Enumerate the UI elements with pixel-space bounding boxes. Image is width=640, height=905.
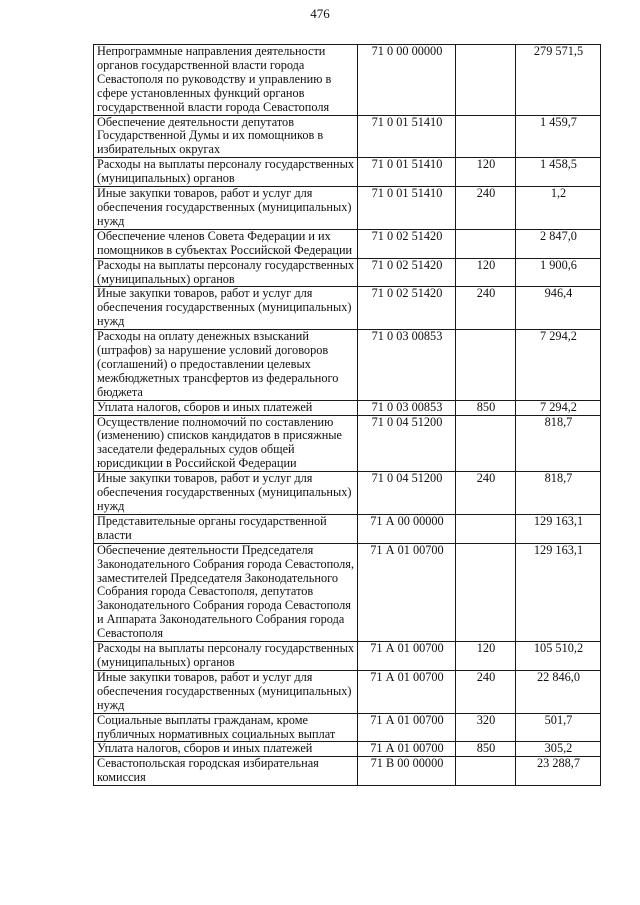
row-expense-type-cell [456,543,516,641]
row-code-cell: 71 А 01 00700 [358,742,456,757]
row-expense-type-cell: 240 [456,287,516,330]
row-expense-type-cell: 240 [456,187,516,230]
row-code-cell: 71 А 01 00700 [358,713,456,742]
row-expense-type-cell: 120 [456,642,516,671]
row-code-cell: 71 0 03 00853 [358,400,456,415]
table-row [94,158,601,187]
row-sum-cell: 23 288,7 [516,757,601,786]
table-row [94,287,601,330]
table-row [94,229,601,258]
row-code-cell: 71 0 02 51420 [358,287,456,330]
row-name-cell: Иные закупки товаров, работ и услуг для обеспечения государственных (муниципальных) нужд [94,187,358,230]
row-code-cell: 71 0 01 51410 [358,115,456,158]
table-row [94,115,601,158]
row-code-cell: 71 0 01 51410 [358,187,456,230]
row-name-cell: Непрограммные направления деятельности органов государственной власти города Севастополя по руководству и управлению в сфере установленных функций органов государственной власти города Севастополя [94,45,358,116]
row-name-cell: Обеспечение членов Совета Федерации и их помощников в субъектах Российской Федерации [94,229,358,258]
row-sum-cell: 22 846,0 [516,670,601,713]
row-code-cell: 71 В 00 00000 [358,757,456,786]
row-name-cell: Расходы на выплаты персоналу государственных (муниципальных) органов [94,158,358,187]
row-name-cell: Осуществление полномочий по составлению (изменению) списков кандидатов в присяжные заседатели федеральных судов общей юрисдикции в Российской Федерации [94,415,358,472]
row-code-cell: 71 0 02 51420 [358,258,456,287]
row-code-cell: 71 0 00 00000 [358,45,456,116]
row-expense-type-cell: 240 [456,472,516,515]
row-expense-type-cell [456,330,516,401]
row-name-cell: Социальные выплаты гражданам, кроме публичных нормативных социальных выплат [94,713,358,742]
row-expense-type-cell: 850 [456,742,516,757]
row-sum-cell: 1 900,6 [516,258,601,287]
row-expense-type-cell [456,115,516,158]
row-code-cell: 71 А 01 00700 [358,543,456,641]
row-code-cell: 71 А 01 00700 [358,670,456,713]
row-code-cell: 71 0 03 00853 [358,330,456,401]
row-name-cell: Расходы на выплаты персоналу государственных (муниципальных) органов [94,258,358,287]
row-code-cell: 71 0 02 51420 [358,229,456,258]
row-sum-cell: 1 459,7 [516,115,601,158]
row-name-cell: Расходы на выплаты персоналу государственных (муниципальных) органов [94,642,358,671]
row-expense-type-cell: 120 [456,258,516,287]
row-sum-cell: 105 510,2 [516,642,601,671]
page-number: 476 [310,6,330,21]
row-expense-type-cell [456,415,516,472]
row-name-cell: Расходы на оплату денежных взысканий (штрафов) за нарушение условий договоров (соглашений) о предоставлении целевых межбюджетных трансфертов из федерального бюджета [94,330,358,401]
row-expense-type-cell [456,757,516,786]
row-code-cell: 71 А 00 00000 [358,514,456,543]
row-code-cell: 71 0 04 51200 [358,415,456,472]
row-expense-type-cell: 850 [456,400,516,415]
row-code-cell: 71 А 01 00700 [358,642,456,671]
row-name-cell: Представительные органы государственной власти [94,514,358,543]
row-sum-cell: 818,7 [516,472,601,515]
row-sum-cell: 279 571,5 [516,45,601,116]
row-name-cell: Иные закупки товаров, работ и услуг для обеспечения государственных (муниципальных) нужд [94,287,358,330]
table-row [94,330,601,401]
row-sum-cell: 1 458,5 [516,158,601,187]
row-expense-type-cell [456,45,516,116]
row-expense-type-cell: 240 [456,670,516,713]
row-sum-cell: 946,4 [516,287,601,330]
table-row [94,400,601,415]
row-sum-cell: 7 294,2 [516,330,601,401]
row-expense-type-cell: 320 [456,713,516,742]
row-name-cell: Уплата налогов, сборов и иных платежей [94,742,358,757]
row-name-cell: Обеспечение деятельности Председателя Законодательного Собрания города Севастополя, заместителей Председателя Законодательного Собрания города Севастополя, депутатов Законодательного Собрания города Севастополя и Аппарата Законодательного Собрания города Севастополя [94,543,358,641]
table-row [94,713,601,742]
table-row [94,258,601,287]
row-sum-cell: 1,2 [516,187,601,230]
budget-table-body [94,45,601,786]
row-sum-cell: 129 163,1 [516,543,601,641]
table-row [94,45,601,116]
table-row [94,514,601,543]
row-sum-cell: 2 847,0 [516,229,601,258]
table-row [94,642,601,671]
table-row [94,187,601,230]
row-sum-cell: 305,2 [516,742,601,757]
row-name-cell: Иные закупки товаров, работ и услуг для обеспечения государственных (муниципальных) нужд [94,670,358,713]
row-code-cell: 71 0 01 51410 [358,158,456,187]
table-row [94,670,601,713]
row-sum-cell: 7 294,2 [516,400,601,415]
table-row [94,742,601,757]
row-sum-cell: 129 163,1 [516,514,601,543]
row-code-cell: 71 0 04 51200 [358,472,456,515]
table-row [94,415,601,472]
table-row [94,472,601,515]
row-sum-cell: 818,7 [516,415,601,472]
table-row [94,543,601,641]
row-name-cell: Иные закупки товаров, работ и услуг для обеспечения государственных (муниципальных) нужд [94,472,358,515]
row-expense-type-cell [456,229,516,258]
row-name-cell: Обеспечение деятельности депутатов Государственной Думы и их помощников в избирательных округах [94,115,358,158]
row-expense-type-cell: 120 [456,158,516,187]
budget-table [93,44,601,786]
row-name-cell: Уплата налогов, сборов и иных платежей [94,400,358,415]
row-name-cell: Севастопольская городская избирательная комиссия [94,757,358,786]
row-expense-type-cell [456,514,516,543]
row-sum-cell: 501,7 [516,713,601,742]
table-row [94,757,601,786]
